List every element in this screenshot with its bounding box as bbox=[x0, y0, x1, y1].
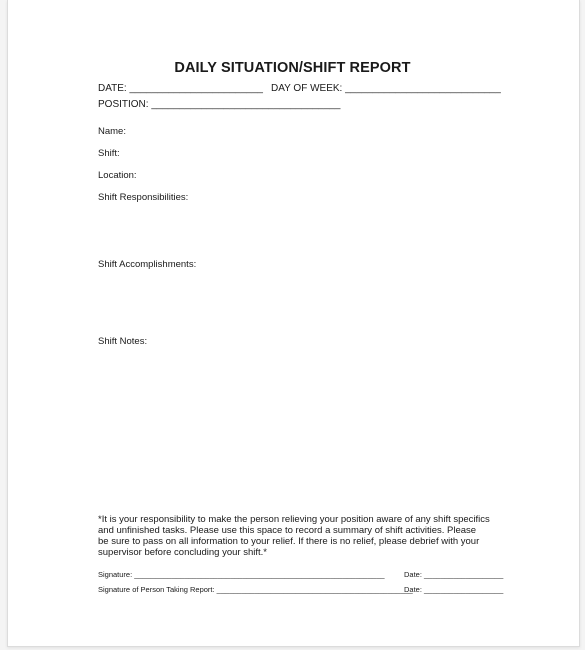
shift-responsibilities-label: Shift Responsibilities: bbox=[98, 192, 189, 203]
day-of-week-field: DAY OF WEEK: ____________________________ bbox=[271, 83, 501, 94]
relief-signature-line: Signature of Person Taking Report: _______________________________________________ bbox=[98, 585, 413, 594]
document-title: DAILY SITUATION/SHIFT REPORT bbox=[174, 60, 411, 76]
shift-label: Shift: bbox=[98, 148, 120, 159]
footnote-line: supervisor before concluding your shift.* bbox=[98, 547, 267, 558]
shift-notes-label: Shift Notes: bbox=[98, 336, 148, 347]
responsibility-footnote bbox=[98, 514, 508, 558]
shift-accomplishments-label: Shift Accomplishments: bbox=[98, 259, 197, 270]
location-label: Location: bbox=[98, 170, 137, 181]
footnote-line: *It is your responsibility to make the person relieving your position aware of any shift specifics bbox=[98, 514, 490, 525]
footnote-line: be sure to pass on all information to your relief. If there is no relief, please debrief with your bbox=[98, 536, 480, 547]
name-label: Name: bbox=[98, 126, 126, 137]
signature-line: Signature: ____________________________________________________________ bbox=[98, 570, 385, 579]
date-field: DATE: ________________________ bbox=[98, 83, 263, 94]
relief-date-line: Date: ___________________ bbox=[404, 585, 504, 594]
footnote-line: and unfinished tasks. Please use this space to record a summary of shift activities. Please bbox=[98, 525, 477, 536]
signature-date-line: Date: ___________________ bbox=[404, 570, 504, 579]
position-field: POSITION: __________________________________ bbox=[98, 99, 341, 110]
